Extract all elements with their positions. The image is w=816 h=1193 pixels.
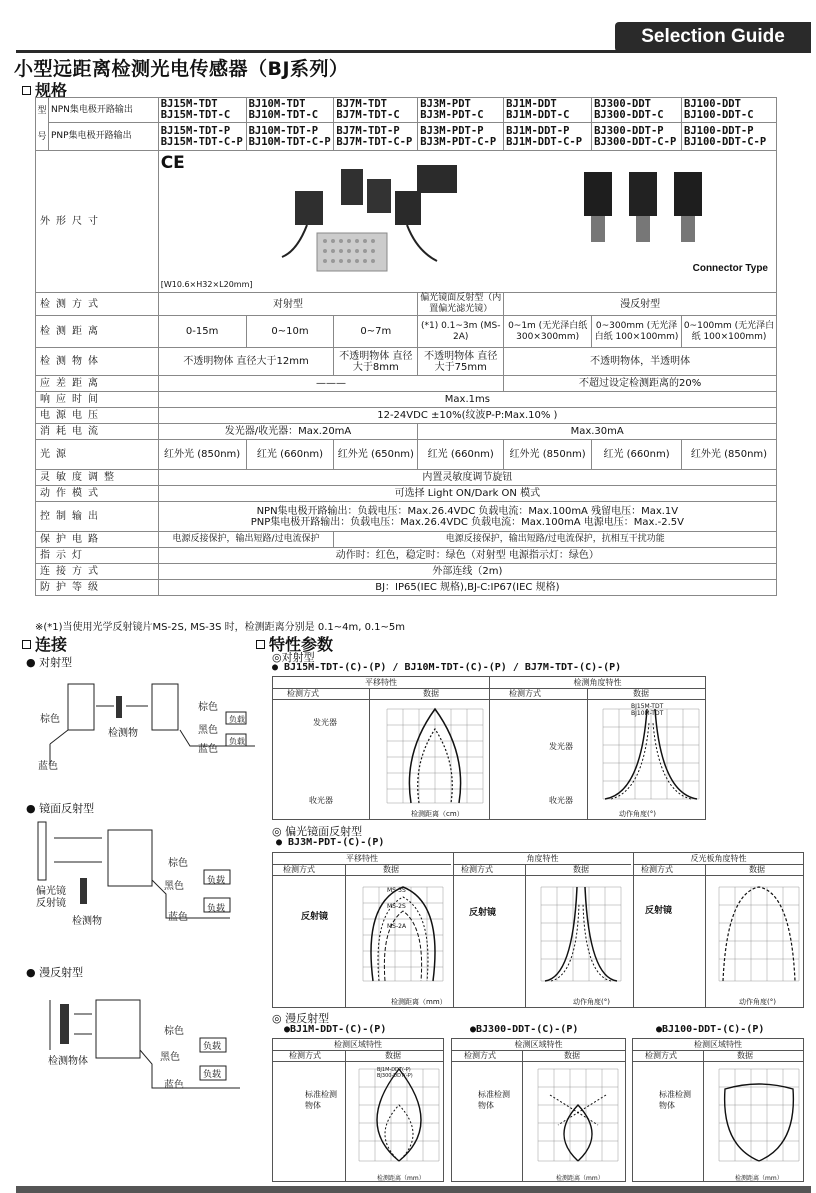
model-header: 型 号 [36,98,49,151]
current-b: Max.30mA [418,424,777,440]
square-bullet-icon [22,640,31,649]
distance-6: 0~300mm (无光泽白纸 100×100mm) [592,316,682,348]
object-d: 不透明物体，半透明体 [504,348,777,376]
output-value: NPN集电极开路输出：负载电压：Max.26.4VDC 负载电流：Max.100mA 残留电压：Max.1V PNP集电极开路输出：负载电压：Max.26.4VDC 负载电流：Max.100mA 电源电压：Max.-2.5V [158,502,776,532]
diffuse-subheader-3: 检测方式 数据 [633,1051,803,1062]
diffuse-chart-panel-2 [451,1038,626,1182]
pnp-model-2: BJ10M-TDT-P BJ10M-TDT-C-P [246,123,334,151]
polar-chart-panel [272,852,804,1008]
diffuse-chart-panel-3 [632,1038,804,1182]
panel-divider [525,865,526,1008]
response-value: Max.1ms [158,392,776,408]
pnp-model-3: BJ7M-TDT-P BJ7M-TDT-C-P [334,123,418,151]
npn-model-4: BJ3M-PDT BJ3M-PDT-C [418,98,504,123]
light-6: 红光 (660nm) [592,440,682,470]
output-label: 控制输出 [36,502,159,532]
object-a: 不透明物体 直径大于12mm [158,348,334,376]
pnp-model-4: BJ3M-PDT-P BJ3M-PDT-C-P [418,123,504,151]
diffuse-chart-1 [349,1065,443,1171]
response-label: 响应时间 [36,392,159,408]
light-label: 光源 [36,440,159,470]
polar-reflector-chart [711,883,803,993]
polar-parallel-header: 平移特性 [273,853,451,865]
emitter-label-2: 发光器 [549,742,573,751]
distance-7: 0~100mm (无光泽白纸 100×100mm) [682,316,777,348]
mirror-load-1: 负载 [207,876,226,886]
light-4: 红光 (660nm) [418,440,504,470]
diffuse-chart-3 [709,1065,803,1171]
appearance-cell [158,151,776,293]
object-c: 不透明物体 直径大于75mm [418,348,504,376]
method-polar: 偏光镜面反射型（内置偏光滤光镜） [418,293,504,316]
polar-reflector-header: 反光板角度特性 [633,853,803,865]
dimension-text: [W10.6×H32×L20mm] [160,280,253,289]
load-label-2: 负载 [229,737,245,746]
panel-divider [633,853,634,1008]
protection-label: 保护电路 [36,532,159,548]
distance-label: 检测距离 [36,316,159,348]
thru-parallel-chart [373,703,487,819]
enclosure-label: 防护等级 [36,580,159,596]
thru-subtitle: ◎对射型 [272,651,315,664]
polar-angle-chart [531,883,631,993]
square-bullet-icon [256,640,265,649]
mirror-label: 偏光镜 反射镜 [36,886,66,909]
wiring-diffuse-diagram [40,990,260,1100]
object-label: 检测物体 [36,348,159,376]
mirror-load-2: 负载 [207,904,226,914]
panel-divider [345,1051,346,1182]
distance-2: 0~10m [246,316,334,348]
wire-brown-label: 棕色 [40,714,60,725]
operation-label: 动作模式 [36,486,159,502]
diffuse-wire-brown: 棕色 [164,1026,184,1037]
voltage-value: 12-24VDC ±10%(纹波P-P:Max.10% ) [158,408,776,424]
panel-divider [453,853,454,1008]
footer-bar [16,1186,811,1193]
enclosure-value: BJ：IP65(IEC 规格),BJ-C:IP67(IEC 规格) [158,580,776,596]
polar-legend-2: MS-2S [387,903,406,910]
panel-divider [703,1051,704,1182]
panel-divider [489,677,490,820]
current-a: 发光器/收光器：Max.20mA [158,424,418,440]
wiring-thru-diagram [30,676,260,776]
diffuse-object-label: 检测物体 [48,1056,88,1067]
diffuse-legend-1: BJ1M-DDT(-P) [377,1067,411,1073]
load-label-1: 负载 [229,715,245,724]
diffuse-model-1: ●BJ1M-DDT-(C)-(P) [284,1024,387,1035]
thru-angle-x-label: 动作角度(°) [619,810,656,818]
wire-brown-label-2: 棕色 [198,702,218,713]
thru-model-title: ● BJ15M-TDT-(C)-(P) / BJ10M-TDT-(C)-(P) / BJ7M-TDT-(C)-(P) [272,662,622,673]
mirror-object-label: 检测物 [72,916,102,927]
polar-angle-header: 角度特性 [453,853,631,865]
thru-parallel-header: 平移特性 [273,677,489,689]
connection-label: 连接方式 [36,564,159,580]
method-thru: 对射型 [158,293,418,316]
npn-model-7: BJ100-DDT BJ100-DDT-C [682,98,777,123]
diffuse-legend-2: BJ300-DDT(-P) [377,1073,413,1079]
wire-blue-label: 蓝色 [38,761,58,772]
thru-legend-1: BJ15M-TDT [631,703,664,710]
npn-model-6: BJ300-DDT BJ300-DDT-C [592,98,682,123]
panel-divider [587,689,588,820]
operation-value: 可选择 Light ON/Dark ON 模式 [158,486,776,502]
std-object-label-1: 标准检测物体 [305,1090,337,1110]
protection-b: 电源反接保护，输出短路/过电流保护，抗相互干扰功能 [334,532,777,548]
wiring-section-heading: 连接 [22,632,67,655]
hysteresis-b: 不超过设定检测距离的20% [504,376,777,392]
diffuse-model-2: ●BJ300-DDT-(C)-(P) [470,1024,579,1035]
header-rule [16,50,811,53]
wiring-mirror-diagram [30,820,260,940]
pnp-label: PNP集电极开路输出 [48,123,158,151]
pnp-model-5: BJ1M-DDT-P BJ1M-DDT-C-P [504,123,592,151]
method-label: 检测方式 [36,293,159,316]
std-object-label-2: 标准检测物体 [478,1090,510,1110]
pnp-model-7: BJ100-DDT-P BJ100-DDT-C-P [682,123,777,151]
panel-divider [345,865,346,1008]
square-bullet-icon [22,86,31,95]
panel-divider [369,689,370,820]
wire-blue-label-2: 蓝色 [198,744,218,755]
diffuse-subtitle: ◎ 漫反射型 [272,1012,330,1025]
indicator-value: 动作时：红色，稳定时：绿色（对射型 电源指示灯：绿色） [158,548,776,564]
light-7: 红外光 (850nm) [682,440,777,470]
thru-legend-2: BJ10M-TDT [631,710,664,717]
ce-mark: CE [160,153,185,173]
emitter-label: 发光器 [313,718,337,727]
hysteresis-a: ——— [158,376,503,392]
diffuse-area-header-3: 检测区域特性 [633,1039,803,1051]
mirror-wire-brown: 棕色 [168,858,188,869]
selection-guide-banner: Selection Guide [615,22,811,52]
thru-subheader-row: 检测方式 数据 检测方式 数据 [273,689,705,700]
diffuse-x-label-3: 检测距离（mm） [735,1175,783,1182]
npn-label: NPN集电极开路输出 [48,98,158,123]
object-b: 不透明物体 直径大于8mm [334,348,418,376]
diffuse-wire-blue: 蓝色 [164,1080,184,1091]
light-2: 红光 (660nm) [246,440,334,470]
diffuse-x-label-1: 检测距离（mm） [377,1175,425,1182]
npn-model-3: BJ7M-TDT BJ7M-TDT-C [334,98,418,123]
diffuse-subheader-1: 检测方式 数据 [273,1051,443,1062]
sensitivity-label: 灵敏度调整 [36,470,159,486]
reflector-label-1: 反射镜 [301,912,329,922]
thru-chart-panel [272,676,706,820]
diffuse-wire-black: 黑色 [160,1052,180,1063]
receiver-label-2: 收光器 [549,796,573,805]
sensitivity-value: 内置灵敏度调节旋钮 [158,470,776,486]
diffuse-load-1: 负载 [203,1042,222,1052]
connection-value: 外部连线（2m) [158,564,776,580]
light-5: 红外光 (850nm) [504,440,592,470]
connector-sensor-photo [579,167,709,251]
protection-a: 电源反接保护，输出短路/过电流保护 [158,532,334,548]
polar-legend-1: MS-3S [387,887,406,894]
mirror-wire-blue: 蓝色 [168,912,188,923]
distance-5: 0~1m (无光泽白纸 300×300mm) [504,316,592,348]
light-1: 红外光 (850nm) [158,440,246,470]
thru-angle-header: 检测角度特性 [489,677,705,689]
thru-x-label: 检测距离（cm） [411,810,464,818]
npn-model-1: BJ15M-TDT BJ15M-TDT-C [158,98,246,123]
wiring-thru-title: ● 对射型 [26,656,73,669]
polar-subtitle: ◎ 偏光镜面反射型 [272,825,363,838]
pnp-model-1: BJ15M-TDT-P BJ15M-TDT-C-P [158,123,246,151]
diffuse-chart-2 [528,1065,624,1171]
reflector-label-3: 反射镜 [645,906,673,916]
diffuse-area-header-1: 检测区域特性 [273,1039,443,1051]
polar-angle-x-label: 动作角度(°) [573,998,610,1006]
distance-4: (*1) 0.1~3m (MS-2A) [418,316,504,348]
characteristics-section-heading: 特性参数 [256,632,333,655]
indicator-label: 指示灯 [36,548,159,564]
appearance-label: 外形尺寸 [36,151,159,293]
reflector-label-2: 反射镜 [469,908,497,918]
wiring-diffuse-title: ● 漫反射型 [26,966,84,979]
npn-model-5: BJ1M-DDT BJ1M-DDT-C [504,98,592,123]
diffuse-model-3: ●BJ100-DDT-(C)-(P) [656,1024,765,1035]
std-object-label-3: 标准检测物体 [659,1090,691,1110]
light-3: 红外光 (650nm) [334,440,418,470]
wiring-mirror-title: ● 镜面反射型 [26,802,95,815]
diffuse-area-header-2: 检测区域特性 [452,1039,625,1051]
page-title: 小型远距离检测光电传感器（BJ系列） [14,58,349,80]
polar-subheader-row: 检测方式 数据 检测方式 数据 检测方式 数据 [273,865,803,876]
panel-divider [522,1051,523,1182]
thru-object-label: 检测物 [108,728,138,739]
footnote: ※(*1)当使用光学反射镜片MS-2S, MS-3S 时，检测距离分别是 0.1~4m, 0.1~5m [35,622,405,633]
pnp-model-6: BJ300-DDT-P BJ300-DDT-C-P [592,123,682,151]
mirror-wire-black: 黑色 [164,881,184,892]
panel-divider [705,865,706,1008]
polar-legend-3: MS-2A [387,923,407,930]
hysteresis-label: 应差距离 [36,376,159,392]
distance-3: 0~7m [334,316,418,348]
voltage-label: 电源电压 [36,408,159,424]
diffuse-load-2: 负载 [203,1070,222,1080]
npn-model-2: BJ10M-TDT BJ10M-TDT-C [246,98,334,123]
method-diffuse: 漫反射型 [504,293,777,316]
polar-parallel-chart [351,883,451,993]
polar-x-label: 检测距离（mm） [391,998,447,1006]
diffuse-x-label-2: 检测距离（mm） [556,1175,604,1182]
polar-reflector-x-label: 动作角度(°) [739,998,776,1006]
distance-1: 0-15m [158,316,246,348]
current-label: 消耗电流 [36,424,159,440]
receiver-label: 收光器 [309,796,333,805]
spec-table [35,97,777,596]
connector-type-label: Connector Type [692,263,768,274]
spec-section-heading: 规格 [22,78,67,101]
sensor-photo [267,161,457,279]
diffuse-chart-panel-1 [272,1038,444,1182]
polar-model-title: ● BJ3M-PDT-(C)-(P) [276,837,385,848]
wire-black-label: 黑色 [198,725,218,736]
thru-angle-chart [591,703,705,811]
diffuse-subheader-2: 检测方式 数据 [452,1051,625,1062]
